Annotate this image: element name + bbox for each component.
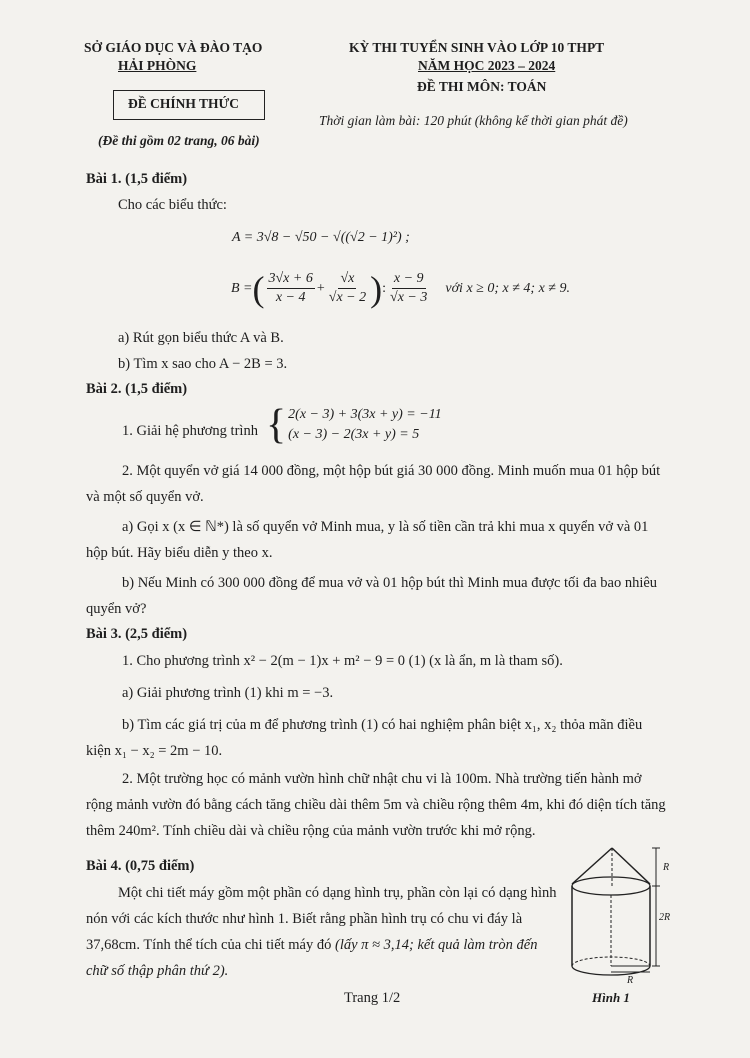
- bai2-part2: 2. Một quyển vở giá 14 000 đồng, một hộp bút giá 30 000 đồng. Minh muốn mua 01 hộp bút và một số quyển vở.: [86, 463, 661, 505]
- equation-2: (x − 3) − 2(3x + y) = 5: [288, 427, 420, 442]
- expression-a: A = 3√8 − √50 − √((√2 − 1)²) ;: [232, 230, 410, 245]
- fraction-1: [267, 270, 315, 307]
- figure-label-mid: 2R: [659, 912, 671, 923]
- bai3-part1: 1. Cho phương trình x² − 2(m − 1)x + m² − 9 = 0 (1) (x là ẩn, m là tham số).: [122, 653, 563, 669]
- exam-note: (Đề thi gồm 02 trang, 06 bài): [98, 133, 260, 148]
- fraction-2-den: √x − 2: [328, 290, 367, 305]
- exam-title: KỲ THI TUYỂN SINH VÀO LỚP 10 THPT: [349, 40, 605, 55]
- bai3-part-b: b) Tìm các giá trị của m để phương trình (1) có hai nghiệm phân biệt x₁, x₂ thỏa mãn điều kiện x₁ − x₂ = 2m − 10.: [86, 717, 643, 759]
- equation-1: 2(x − 3) + 3(3x + y) = −11: [288, 407, 442, 422]
- fraction-3-num: x − 9: [392, 270, 426, 289]
- bai4-text-main: Một chi tiết máy gồm một phần có dạng hình trụ, phần còn lại có dạng hình nón với các kích thước như hình 1. Biết rằng phần hình trụ có chu vi đáy là 37,68cm. Tính thể tích của chi tiết máy đó: [86, 885, 557, 953]
- close-paren: ): [370, 268, 383, 309]
- fraction-3-den: √x − 3: [390, 290, 428, 305]
- subject: ĐỀ THI MÔN: TOÁN: [417, 79, 547, 94]
- bai2-part-b: b) Nếu Minh có 300 000 đồng để mua vở và 01 hộp bút thì Minh mua được tối đa bao nhiêu quyển vở?: [86, 575, 658, 617]
- figure-label-bottom: R: [627, 975, 634, 986]
- expression-b-prefix: B =: [231, 280, 253, 296]
- department-line1: SỞ GIÁO DỤC VÀ ĐÀO TẠO: [84, 40, 263, 55]
- bai3-part-a: a) Giải phương trình (1) khi m = −3.: [122, 685, 334, 701]
- bai1-intro: Cho các biểu thức:: [118, 197, 227, 213]
- plus-sign: +: [316, 280, 325, 296]
- open-paren: (: [252, 268, 265, 309]
- bai2-title: Bài 2. (1,5 điểm): [86, 381, 188, 397]
- expression-b-condition: với x ≥ 0; x ≠ 4; x ≠ 9.: [445, 280, 570, 296]
- bai1-part-a: a) Rút gọn biểu thức A và B.: [118, 330, 284, 346]
- fraction-2-num: √x: [338, 270, 356, 289]
- school-year: NĂM HỌC 2023 – 2024: [418, 58, 556, 73]
- bai1-title: Bài 1. (1,5 điểm): [86, 171, 188, 187]
- bai3-part2: 2. Một trường học có mảnh vườn hình chữ nhật chu vi là 100m. Nhà trường tiến hành mở rộng mảnh vườn đó bằng cách tăng chiều dài thêm 5m và chiều rộng thêm 4m, khi đó diện tích tăng thêm 240m². Tính chiều dài và chiều rộng của mảnh vườn trước khi mở rộng.: [86, 771, 666, 839]
- bai4-text: [86, 880, 561, 984]
- equation-system: [266, 404, 442, 446]
- fraction-1-den: x − 4: [275, 290, 306, 305]
- figure-caption: Hình 1: [592, 990, 630, 1005]
- fraction-3: [388, 270, 429, 307]
- official-badge: ĐỀ CHÍNH THỨC: [128, 96, 240, 111]
- fraction-1-num: 3√x + 6: [267, 270, 315, 289]
- bai3-title: Bài 3. (2,5 điểm): [86, 626, 188, 642]
- bai2-part-a: a) Gọi x (x ∈ ℕ*) là số quyển vở Minh mua, y là số tiền cần trả khi mua x quyển vở và 01 hộp bút. Hãy biểu diễn y theo x.: [86, 519, 649, 561]
- expression-b: [231, 270, 570, 307]
- bai2-system-label: 1. Giải hệ phương trình: [122, 423, 258, 439]
- department-line2: HẢI PHÒNG: [118, 58, 197, 73]
- divide-sign: :: [382, 280, 387, 296]
- brace-icon: {: [266, 402, 287, 448]
- page-number: Trang 1/2: [344, 990, 401, 1006]
- fraction-2: [327, 270, 368, 307]
- figure-label-top: R: [663, 862, 670, 873]
- bai4-title: Bài 4. (0,75 điểm): [86, 858, 195, 874]
- bai4-text-italic: (lấy π ≈ 3,14; kết quả làm tròn đến chữ số thập phân thứ 2).: [86, 937, 538, 979]
- time-limit: Thời gian làm bài: 120 phút (không kể thời gian phát đề): [319, 113, 628, 128]
- bai1-part-b: b) Tìm x sao cho A − 2B = 3.: [118, 356, 288, 372]
